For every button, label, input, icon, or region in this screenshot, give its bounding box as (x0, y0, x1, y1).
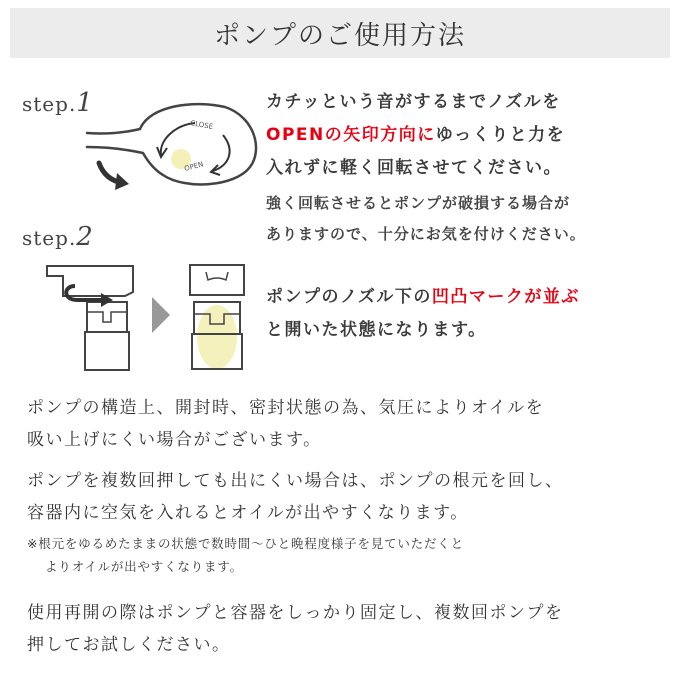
paragraph3: 使用再開の際はポンプと容器をしっかり固定し、複数回ポンプを 押してお試しください。 (27, 603, 564, 655)
paragraph2: ポンプを複数回押しても出にくい場合は、ポンプの根元を回し、 容器内に空気を入れるとオイルが出やすくなります。 (27, 471, 564, 523)
title-bar (10, 8, 670, 58)
footnote: ※根元をゆるめたままの状態で数時間〜ひと晩程度様子を見ていただくと よりオイルが出やすくなります。 (27, 536, 464, 574)
close-text: CLOSE (189, 119, 214, 131)
paragraph1: ポンプの構造上、開封時、密封状態の為、気圧によりオイルを 吸い上げにくい場合がございます。 (27, 398, 545, 450)
right-arrow-icon (150, 295, 172, 335)
rotation-arc-right (213, 135, 230, 171)
nozzle-rotation-illustration (85, 95, 260, 195)
open-text: OPEN (183, 160, 205, 173)
nozzle-outline (87, 104, 256, 184)
step1-label: step.1 (22, 88, 94, 118)
page-title: ポンプのご使用方法 (213, 20, 466, 51)
instruction2: ポンプのノズル下の凹凸マークが並ぶ と開いた状態になります。 (266, 287, 580, 340)
instruction1: カチッという音がするまでノズルを OPENの矢印方向にゆっくりと力を 入れずに軽く回転させてください。 (266, 92, 566, 178)
pump-closed-illustration (45, 262, 145, 372)
pump-open-illustration (188, 262, 248, 372)
caution-note: 強く回転させるとポンプが破損する場合が ありますので、十分にお気を付けください。 (266, 194, 586, 243)
step2-label: step.2 (22, 222, 94, 252)
